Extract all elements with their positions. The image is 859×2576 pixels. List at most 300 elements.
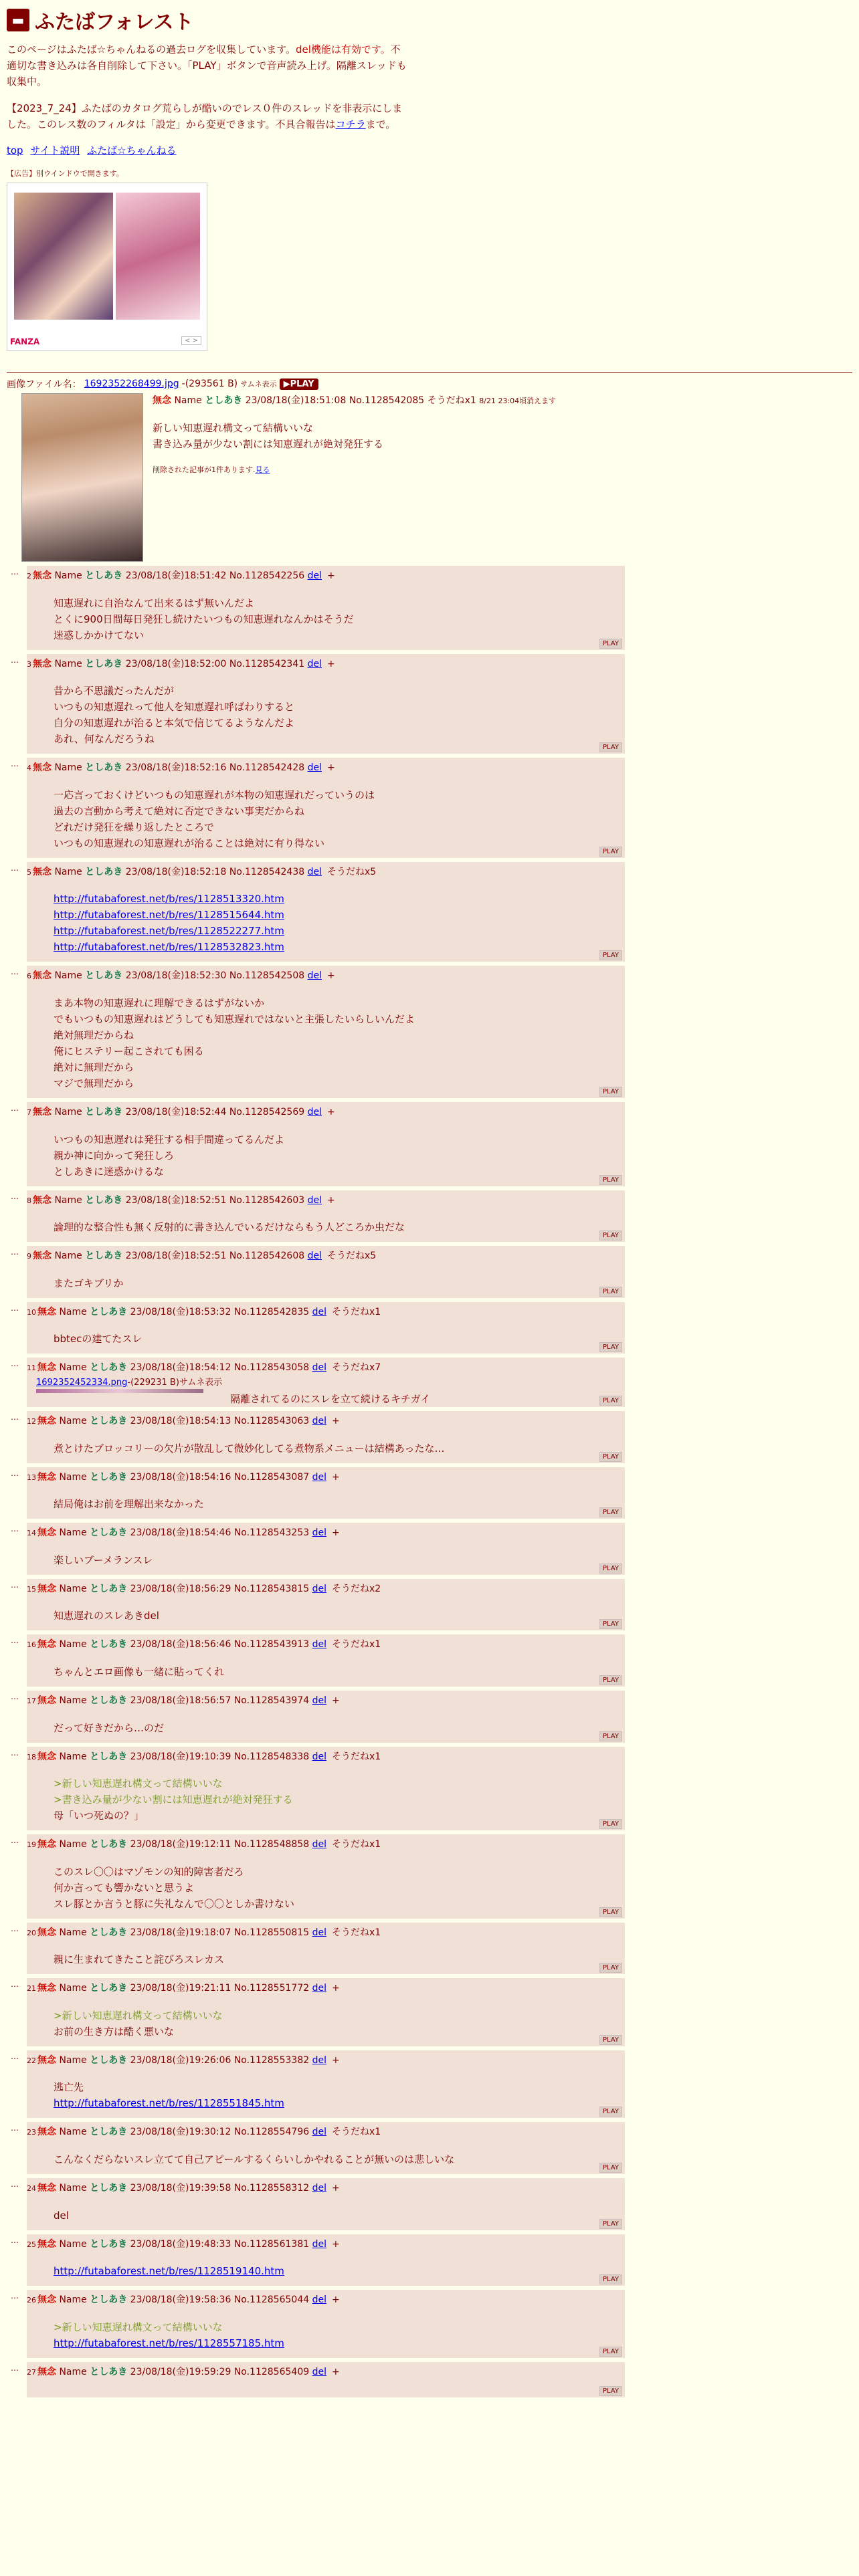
soudane-count[interactable]: そうだねx1 (331, 1839, 381, 1850)
reply-body (27, 1763, 625, 1829)
del-link[interactable]: del (312, 1583, 326, 1594)
play-button[interactable]: PLAY (599, 639, 622, 649)
reply-header (27, 1927, 625, 1940)
del-link[interactable]: del (312, 1839, 326, 1850)
play-button[interactable]: PLAY (599, 1507, 622, 1517)
play-button[interactable]: PLAY (599, 742, 622, 752)
reply-datetime: 23/08/18(金)18:52:18 (125, 866, 227, 877)
reply-link-line (54, 891, 625, 907)
thread-link[interactable]: http://futabaforest.net/b/res/1128532823.htm (54, 941, 284, 954)
name-label: Name (54, 1251, 82, 1262)
reply-username: としあき (90, 1927, 128, 1938)
play-button[interactable]: PLAY (599, 2219, 622, 2229)
soudane-plus[interactable]: + (331, 1695, 340, 1706)
reply-subject: 無念 (37, 1583, 56, 1594)
del-link[interactable]: del (307, 866, 322, 877)
reply-username: としあき (90, 1751, 128, 1762)
reply-row (7, 1747, 852, 1831)
thread-link[interactable]: http://futabaforest.net/b/res/1128519140.htm (54, 2265, 284, 2278)
soudane-count[interactable]: そうだねx2 (331, 1583, 381, 1594)
del-link[interactable]: del (312, 2366, 326, 2377)
reply-username: としあき (90, 2183, 128, 2194)
reply-post (27, 1358, 625, 1407)
reply-text: だって好きだから…のだ (54, 1721, 165, 1734)
play-button[interactable]: PLAY (599, 1907, 622, 1917)
ad-nav-arrows[interactable]: < > (181, 336, 201, 345)
reply-username: としあき (90, 1639, 128, 1650)
reply-menu-dots[interactable]: … (11, 1247, 19, 1257)
reply-menu-dots[interactable]: … (11, 1468, 19, 1478)
reply-menu-dots[interactable]: … (11, 863, 19, 873)
soudane-plus[interactable]: + (326, 570, 335, 581)
soudane-count[interactable]: そうだねx1 (331, 1306, 381, 1317)
reply-username: としあき (85, 762, 123, 774)
op-subject: 無念 (153, 395, 171, 406)
reply-menu-dots[interactable]: … (11, 2051, 19, 2061)
reply-row (7, 1467, 852, 1519)
reply-subject: 無念 (37, 1471, 56, 1483)
reply-subject: 無念 (37, 1362, 56, 1374)
name-label: Name (59, 2127, 87, 2138)
reply-row (7, 966, 852, 1098)
soudane-plus[interactable]: + (331, 2183, 340, 2194)
reply-username: としあき (90, 1527, 128, 1539)
reply-menu-dots[interactable]: … (11, 1359, 19, 1369)
play-button[interactable]: PLAY (599, 2107, 622, 2117)
reply-index: 13 (27, 1473, 36, 1482)
soudane-plus[interactable]: + (331, 2294, 340, 2306)
reply-text: 知恵遅れに自治なんて出来るはず無いんだよ とくに900日間毎日発狂し続けたいつもの知恵遅れなんかはそうだ 迷惑しかかけてない (54, 597, 354, 641)
reply-index: 25 (27, 2240, 36, 2249)
quote-line: >書き込み量が少ない割には知恵遅れが絶対発狂する (54, 1794, 293, 1806)
name-label: Name (59, 1527, 87, 1539)
reply-subject: 無念 (37, 1839, 56, 1850)
play-button[interactable]: PLAY (599, 847, 622, 857)
play-button[interactable]: ▶PLAY (280, 379, 318, 390)
nav-futaba-link[interactable]: ふたば☆ちゃんねる (87, 144, 177, 156)
reply-body (27, 2067, 625, 2117)
reply-menu-dots[interactable]: … (11, 1303, 19, 1313)
reply-text: 昔から不思議だったんだが いつもの知恵遅れって他人を知恵遅れ呼ばわりすると 自分の知恵遅れが治ると本気で信じてるようなんだよ あれ、何なんだろうね (54, 685, 295, 746)
del-link[interactable]: del (307, 970, 322, 982)
play-button[interactable]: PLAY (599, 1675, 622, 1685)
reply-datetime: 23/08/18(金)19:10:39 (130, 1751, 231, 1762)
name-label: Name (59, 2366, 87, 2377)
reply-username: としあき (90, 2238, 128, 2250)
reply-menu-dots[interactable]: … (11, 759, 19, 769)
play-button[interactable]: PLAY (599, 1287, 622, 1297)
reply-subject: 無念 (37, 1695, 56, 1706)
reply-post (27, 1246, 625, 1298)
reply-index: 5 (27, 867, 31, 877)
soudane-plus[interactable]: + (331, 2054, 340, 2066)
ad-image[interactable] (14, 193, 113, 320)
reply-index: 15 (27, 1584, 36, 1594)
play-button[interactable]: PLAY (599, 1452, 622, 1462)
reply-post (27, 2050, 625, 2119)
del-link[interactable]: del (307, 762, 322, 774)
reply-body (27, 983, 625, 1097)
name-label: Name (54, 970, 82, 982)
reply-index: 10 (27, 1307, 36, 1317)
reply-post (27, 862, 625, 962)
reply-post (27, 566, 625, 650)
reply-datetime: 23/08/18(金)18:54:16 (130, 1471, 231, 1483)
op-header (153, 393, 556, 407)
reply-body (27, 1652, 625, 1685)
reply-header (27, 1362, 625, 1375)
reply-link-line (54, 2263, 625, 2279)
name-label: Name (59, 1583, 87, 1594)
reply-row (7, 2122, 852, 2174)
reply-post (27, 1302, 625, 1354)
del-link[interactable]: del (312, 2183, 326, 2194)
reply-text: 母「いつ死ぬの？」 (54, 1810, 145, 1822)
file-size: -(229231 B) (127, 1377, 179, 1388)
reply-datetime: 23/08/18(金)18:56:46 (130, 1639, 231, 1650)
play-button[interactable]: PLAY (599, 1564, 622, 1574)
play-button[interactable]: PLAY (599, 2274, 622, 2284)
reply-username: としあき (90, 1362, 128, 1374)
soudane-plus[interactable]: + (331, 1527, 340, 1539)
reply-subject: 無念 (37, 1983, 56, 1994)
reply-row (7, 1411, 852, 1463)
reply-menu-dots[interactable]: … (11, 2179, 19, 2189)
reply-post (27, 1923, 625, 1975)
play-button[interactable]: PLAY (599, 1396, 622, 1406)
del-link[interactable]: del (312, 1983, 326, 1994)
nav-about-link[interactable]: サイト説明 (30, 144, 80, 156)
soudane-count[interactable]: そうだねx7 (331, 1362, 381, 1374)
soudane-plus[interactable]: + (331, 1415, 340, 1426)
reply-body (27, 2379, 625, 2396)
reply-text: 楽しいブーメランスレ (54, 1553, 153, 1566)
nav-links (7, 143, 852, 157)
reply-subject: 無念 (37, 1527, 56, 1539)
intro-text: 不適切な書き込みは各自削除して下さい。「PLAY」ボタンで音声読み上げ。隔離スレッドも収集中。 (7, 43, 407, 88)
soudane-plus[interactable]: + (331, 2238, 340, 2250)
del-link[interactable]: del (312, 1695, 326, 1706)
reply-post (27, 2122, 625, 2174)
reply-subject: 無念 (37, 1927, 56, 1938)
del-link[interactable]: del (312, 1527, 326, 1539)
reply-index: 2 (27, 572, 31, 580)
del-link[interactable]: del (312, 2054, 326, 2066)
del-link[interactable]: del (312, 1306, 326, 1317)
quote-line: >新しい知恵遅れ構文って結構いいな (54, 1778, 223, 1790)
soudane-plus[interactable]: + (326, 762, 335, 774)
reply-username: としあき (90, 1583, 128, 1594)
reply-row (7, 2050, 852, 2119)
soudane-plus[interactable]: + (326, 1194, 335, 1206)
reply-datetime: 23/08/18(金)18:52:51 (125, 1194, 227, 1206)
soudane-count[interactable]: そうだねx1 (331, 2127, 381, 2138)
reply-index: 4 (27, 764, 31, 773)
thread-link[interactable]: http://futabaforest.net/b/res/1128515644.htm (54, 909, 284, 922)
reply-number: No.1128543815 (233, 1583, 310, 1594)
reply-body (27, 1996, 625, 2045)
reply-header (27, 658, 625, 671)
del-link[interactable]: del (312, 1415, 326, 1426)
reply-thumbnail[interactable] (36, 1389, 203, 1393)
reply-menu-dots[interactable]: … (11, 2123, 19, 2133)
soudane-plus[interactable]: + (326, 658, 335, 669)
op-number: No.1128542085 (349, 395, 425, 406)
reply-text: bbtecの建てたスレ (54, 1333, 142, 1346)
reply-menu-dots[interactable]: … (11, 2291, 19, 2301)
show-deleted-link[interactable]: 見る (255, 465, 270, 474)
reply-subject: 無念 (33, 570, 52, 581)
reply-menu-dots[interactable]: … (11, 1412, 19, 1422)
op-file-link[interactable]: 1692352268499.jpg (84, 379, 179, 389)
soudane-count[interactable]: そうだねx1 (331, 1751, 381, 1762)
reply-header (27, 866, 625, 879)
reply-link-line (54, 923, 625, 939)
reply-text: 論理的な整合性も無く反射的に書き込んでいるだけならもう人どころか虫だな (54, 1221, 405, 1234)
reply-menu-dots[interactable]: … (11, 2235, 19, 2245)
play-button[interactable]: PLAY (599, 1087, 622, 1097)
thread-link[interactable]: http://futabaforest.net/b/res/1128557185.htm (54, 2337, 284, 2349)
reply-header (27, 1106, 625, 1119)
soudane-plus[interactable]: + (326, 970, 335, 982)
del-link[interactable]: del (307, 1106, 322, 1117)
reply-menu-dots[interactable]: … (11, 567, 19, 576)
op-expire: 8/21 23:04頃消えます (479, 397, 557, 405)
reply-row (7, 1923, 852, 1975)
reply-username: としあき (85, 1106, 123, 1117)
reply-header (27, 2366, 625, 2379)
reply-subject: 無念 (37, 1639, 56, 1650)
reply-menu-dots[interactable]: … (11, 1979, 19, 1990)
reply-datetime: 23/08/18(金)19:30:12 (130, 2127, 231, 2138)
reply-index: 9 (27, 1252, 31, 1261)
play-button[interactable]: PLAY (599, 2347, 622, 2357)
play-button[interactable]: PLAY (599, 1731, 622, 1741)
thread-link[interactable]: http://futabaforest.net/b/res/1128513320.htm (54, 893, 284, 905)
reply-subject: 無念 (37, 1751, 56, 1762)
reply-menu-dots[interactable]: … (11, 967, 19, 977)
del-link[interactable]: del (312, 2127, 326, 2138)
reply-text: 煮とけたブロッコリーの欠片が散乱して微妙化してる煮物系メニューは結構あったな… (54, 1442, 445, 1455)
reply-body (27, 1708, 625, 1741)
soudane-count[interactable]: そうだねx5 (326, 1251, 377, 1262)
play-button[interactable]: PLAY (599, 1963, 622, 1973)
soudane-count[interactable]: そうだねx1 (331, 1927, 381, 1938)
reply-header (27, 570, 625, 583)
reply-row (7, 2290, 852, 2358)
reply-username: としあき (90, 2366, 128, 2377)
reply-text: いつもの知恵遅れは発狂する相手間違ってるんだよ 親か神に向かって発狂しろ としあきに迷惑かけるな (54, 1133, 285, 1178)
reply-post (27, 1102, 625, 1186)
reply-text: del (54, 2209, 69, 2222)
reply-datetime: 23/08/18(金)18:52:51 (125, 1251, 227, 1262)
play-button[interactable]: PLAY (599, 2386, 622, 2396)
reply-username: としあき (90, 1471, 128, 1483)
reply-datetime: 23/08/18(金)18:54:46 (130, 1527, 231, 1539)
reply-body (27, 879, 625, 960)
reply-subject: 無念 (37, 2238, 56, 2250)
reply-number: No.1128542438 (229, 866, 305, 877)
op-username: としあき (205, 395, 243, 406)
reply-row (7, 2234, 852, 2286)
reply-menu-dots[interactable]: … (11, 1747, 19, 1757)
soudane-plus[interactable]: + (331, 1471, 340, 1483)
reply-number: No.1128542256 (229, 570, 305, 581)
play-button[interactable]: PLAY (599, 1342, 622, 1352)
reply-subject: 無念 (37, 2183, 56, 2194)
reply-link-line (54, 2335, 625, 2351)
reply-header (27, 1838, 625, 1852)
reply-number: No.1128542835 (233, 1306, 310, 1317)
reply-row (7, 1246, 852, 1298)
reply-header (27, 1695, 625, 1708)
reply-header (27, 1527, 625, 1540)
reply-username: としあき (90, 1983, 128, 1994)
play-button[interactable]: PLAY (599, 1619, 622, 1629)
nav-top-link[interactable]: top (7, 144, 23, 156)
play-button[interactable]: PLAY (599, 1230, 622, 1241)
reply-header (27, 762, 625, 775)
reply-row (7, 1634, 852, 1687)
reply-datetime: 23/08/18(金)18:52:30 (125, 970, 227, 982)
reply-index: 22 (27, 2056, 36, 2065)
reply-post (27, 2234, 625, 2286)
del-link[interactable]: del (307, 1194, 322, 1206)
name-label: Name (59, 2238, 87, 2250)
reply-header (27, 1194, 625, 1208)
name-label: Name (59, 1983, 87, 1994)
reply-username: としあき (85, 866, 123, 877)
reply-index: 19 (27, 1840, 36, 1850)
reply-text: まあ本物の知恵遅れに理解できるはずがないか でもいつもの知恵遅れはどうしても知恵遅れではないと主張したいらしいんだよ 絶対無理だからね 俺にヒステリー起こされても困る 絶対に無理だから マジで無理だから (54, 996, 415, 1089)
reply-index: 23 (27, 2128, 36, 2137)
reply-text: 一応言っておくけどいつもの知恵遅れが本物の知恵遅れだっていうのは 過去の言動から考えて絶対に否定できない事実だからね どれだけ発狂を繰り返したところで いつもの知恵遅れの知恵遅れが治ることは絶対に有り得ない (54, 788, 375, 849)
reply-menu-dots[interactable]: … (11, 1923, 19, 1933)
intro-text: 【2023_7_24】ふたばのカタログ荒らしが酷いのでレス０件のスレッドを非表示にしました。このレス数のフィルタは「設定」から変更できます。不具合報告は (7, 102, 403, 130)
reply-body (27, 1939, 625, 1973)
reply-body (27, 775, 625, 857)
soudane-plus[interactable]: + (326, 1106, 335, 1117)
reply-text: 結局俺はお前を理解出来なかった (54, 1498, 205, 1511)
soudane-plus[interactable]: + (331, 1983, 340, 1994)
reply-post (27, 966, 625, 1098)
ad-image[interactable] (116, 193, 200, 320)
reply-file-link[interactable]: 1692352452334.png (36, 1377, 128, 1388)
reply-body (27, 2139, 625, 2173)
reply-menu-dots[interactable]: … (11, 1580, 19, 1590)
name-label: Name (59, 1362, 87, 1374)
reply-body (27, 2251, 625, 2284)
reply-list (7, 566, 852, 2397)
reply-index: 17 (27, 1696, 36, 1705)
del-link[interactable]: del (307, 1251, 322, 1262)
reply-link-line (54, 939, 625, 955)
reply-number: No.1128561381 (233, 2238, 310, 2250)
ad-banner[interactable] (7, 183, 207, 351)
soudane-plus[interactable]: + (331, 2366, 340, 2377)
soudane-count[interactable]: そうだねx1 (331, 1639, 381, 1650)
reply-menu-dots[interactable]: … (11, 1191, 19, 1201)
reply-menu-dots[interactable]: … (11, 655, 19, 665)
reply-number: No.1128553382 (233, 2054, 310, 2066)
play-button[interactable]: PLAY (599, 1819, 622, 1829)
reply-datetime: 23/08/18(金)19:59:29 (130, 2366, 231, 2377)
reply-post (27, 1634, 625, 1687)
reply-index: 8 (27, 1196, 31, 1205)
report-link[interactable]: コチラ (335, 118, 366, 130)
op-soudane[interactable]: そうだねx1 (427, 395, 476, 406)
reply-index: 16 (27, 1640, 36, 1650)
play-button[interactable]: PLAY (599, 2035, 622, 2045)
reply-datetime: 23/08/18(金)19:58:36 (130, 2294, 231, 2306)
reply-row (7, 758, 852, 858)
reply-menu-dots[interactable]: … (11, 1691, 19, 1701)
reply-menu-dots[interactable]: … (11, 2363, 19, 2373)
intro-text: まで。 (365, 118, 396, 130)
reply-username: としあき (85, 1194, 123, 1206)
reply-image-row (27, 1388, 625, 1406)
soudane-count[interactable]: そうだねx5 (326, 866, 377, 877)
reply-datetime: 23/08/18(金)18:51:42 (125, 570, 227, 581)
reply-subject: 無念 (37, 1306, 56, 1317)
play-button[interactable]: PLAY (599, 1175, 622, 1185)
reply-menu-dots[interactable]: … (11, 1103, 19, 1113)
thread-link[interactable]: http://futabaforest.net/b/res/1128522277.htm (54, 925, 284, 938)
thumb-note: サムネ表示 (240, 380, 277, 389)
site-title: ふたばフォレスト (35, 11, 194, 34)
del-link[interactable]: del (312, 1362, 326, 1374)
reply-subject: 無念 (33, 1194, 52, 1206)
reply-index: 3 (27, 659, 31, 669)
del-link[interactable]: del (312, 2238, 326, 2250)
reply-username: としあき (85, 658, 123, 669)
reply-datetime: 23/08/18(金)19:12:11 (130, 1839, 231, 1850)
del-link[interactable]: del (312, 2294, 326, 2306)
reply-number: No.1128543063 (233, 1415, 310, 1426)
reply-row (7, 1834, 852, 1919)
reply-index: 18 (27, 1752, 36, 1761)
reply-header (27, 1583, 625, 1596)
reply-header (27, 2294, 625, 2307)
reply-body (27, 2195, 625, 2229)
reply-row (7, 862, 852, 962)
site-logo[interactable]: ▬ (7, 9, 29, 31)
reply-post (27, 758, 625, 858)
reply-text: このスレ〇〇はマゾモンの知的障害者だろ 何か言っても響かないと思うよ スレ豚とか言うと豚に失礼なんで〇〇としか書けない (54, 1865, 295, 1910)
op-thumbnail[interactable] (21, 393, 143, 562)
reply-datetime: 23/08/18(金)19:26:06 (130, 2054, 231, 2066)
play-button[interactable]: PLAY (599, 950, 622, 960)
reply-index: 11 (27, 1364, 36, 1373)
del-link[interactable]: del (312, 1471, 326, 1483)
op-text: 新しい知恵遅れ構文って結構いいな 書き込み量が少ない割には知恵遅れが絶対発狂する (153, 422, 384, 450)
play-button[interactable]: PLAY (599, 2163, 622, 2173)
del-link[interactable]: del (307, 570, 322, 581)
reply-menu-dots[interactable]: … (11, 1524, 19, 1534)
reply-index: 26 (27, 2296, 36, 2305)
name-label: Name (59, 1839, 87, 1850)
thread-link[interactable]: http://futabaforest.net/b/res/1128551845.htm (54, 2097, 284, 2110)
reply-menu-dots[interactable]: … (11, 1636, 19, 1646)
del-link[interactable]: del (312, 1751, 326, 1762)
del-link[interactable]: del (312, 1639, 326, 1650)
reply-subject: 無念 (37, 2294, 56, 2306)
del-link[interactable]: del (312, 1927, 326, 1938)
reply-menu-dots[interactable]: … (11, 1836, 19, 1846)
del-link[interactable]: del (307, 658, 322, 669)
reply-row (7, 2178, 852, 2230)
reply-text: 親に生まれてきたこと詫びろスレカス (54, 1953, 225, 1966)
